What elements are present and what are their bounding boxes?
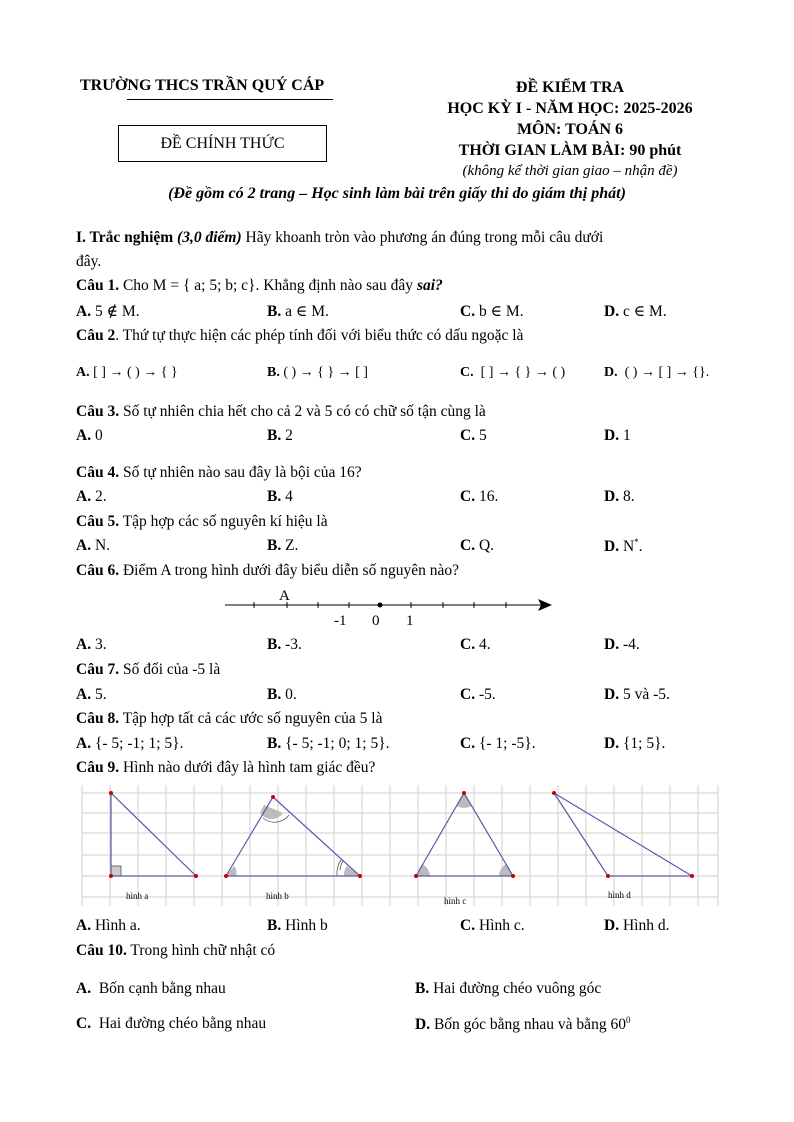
exam-subject: MÔN: TOÁN 6 — [516, 121, 624, 138]
section-points: (3,0 điểm) — [177, 229, 242, 246]
triangle-a — [109, 791, 198, 878]
question-text: . Thứ tự thực hiện các phép tính đối với biểu thức có dấu ngoặc là — [115, 327, 524, 344]
figure-label-a: hình a — [126, 891, 149, 901]
question-label: Câu 7. — [76, 661, 120, 678]
option-b[interactable]: B. 4 — [267, 488, 293, 505]
option-d[interactable]: D. {1; 5}. — [604, 735, 666, 752]
option-c[interactable]: C. [ ] → { } → ( ) — [460, 365, 566, 380]
option-a[interactable]: A. {- 5; -1; 1; 5}. — [76, 735, 184, 752]
option-b[interactable]: B. -3. — [267, 636, 302, 653]
option-d[interactable]: D. -4. — [604, 636, 640, 653]
question-text: Cho M = { a; 5; b; c}. Khẳng định nào sau đây — [122, 277, 414, 294]
question-label: Câu 3. — [76, 403, 120, 420]
option-a[interactable]: A. N. — [76, 537, 111, 554]
tick-label-0: 0 — [372, 613, 380, 629]
question-text: Số tự nhiên chia hết cho cả 2 và 5 có có chữ số tận cùng là — [122, 403, 486, 420]
option-a[interactable]: A. 3. — [76, 636, 107, 653]
option-d[interactable]: D. 5 và -5. — [604, 686, 670, 703]
question-text: Điểm A trong hình dưới đây biểu diễn số nguyên nào? — [122, 562, 459, 579]
question-text: Số đối của -5 là — [122, 661, 221, 678]
option-d[interactable]: D. c ∈ M. — [604, 303, 667, 320]
question-text: Trong hình chữ nhật có — [126, 942, 276, 959]
option-d[interactable]: D. 1 — [604, 427, 631, 444]
option-b[interactable]: B. Z. — [267, 537, 299, 554]
option-c[interactable]: C. Hai đường chéo bằng nhau — [76, 1015, 267, 1032]
triangle-c — [414, 791, 515, 878]
question-label: Câu 8. — [76, 710, 120, 727]
option-a[interactable]: A. Bốn cạnh bằng nhau — [76, 980, 226, 997]
tick-label-1: 1 — [406, 613, 414, 629]
triangle-b — [224, 795, 362, 878]
option-d[interactable]: D. Hình d. — [604, 917, 670, 934]
option-b[interactable]: B. ( ) → { } → [ ] — [267, 365, 368, 380]
tick-label-neg1: -1 — [334, 613, 347, 629]
exam-time: THỜI GIAN LÀM BÀI: 90 phút — [458, 142, 682, 159]
figure-label-c: hình c — [444, 896, 467, 906]
question-label: Câu 1. — [76, 277, 120, 294]
question-label: Câu 5. — [76, 513, 120, 530]
question-label: Câu 4. — [76, 464, 120, 481]
exam-time-note: (không kể thời gian giao – nhận đề) — [462, 163, 678, 179]
figure-label-d: hình d — [608, 890, 631, 900]
options-row-10b — [0, 1015, 794, 1035]
option-b[interactable]: B. Hai đường chéo vuông góc — [415, 980, 602, 997]
question-text: Hình nào dưới đây là hình tam giác đều? — [122, 759, 376, 776]
option-b[interactable]: B. 2 — [267, 427, 293, 444]
option-d[interactable]: D. ( ) → [ ] → {}. — [604, 365, 710, 380]
point-a-label: A — [279, 588, 290, 604]
option-a[interactable]: A. [ ] → ( ) → { } — [76, 365, 178, 380]
option-c[interactable]: C. {- 1; -5}. — [460, 735, 536, 752]
question-label: Câu 2 — [76, 327, 116, 344]
option-c[interactable]: C. Q. — [460, 537, 495, 554]
option-c[interactable]: C. -5. — [460, 686, 496, 703]
options-row-9 — [0, 917, 794, 937]
school-name: TRƯỜNG THCS TRẦN QUÝ CÁP — [80, 77, 325, 94]
option-b[interactable]: B. {- 5; -1; 0; 1; 5}. — [267, 735, 390, 752]
question-text: Số tự nhiên nào sau đây là bội của 16? — [122, 464, 362, 481]
exam-title: ĐỀ KIỂM TRA — [515, 79, 625, 96]
section-instruction: Hãy khoanh tròn vào phương án đúng trong mỗi câu dưới — [245, 229, 604, 246]
option-c[interactable]: C. Hình c. — [460, 917, 525, 934]
question-label: Câu 9. — [76, 759, 120, 776]
option-c[interactable]: C. 16. — [460, 488, 499, 505]
question-emphasis: sai? — [416, 277, 443, 294]
option-d[interactable]: D. 8. — [604, 488, 635, 505]
option-b[interactable]: B. Hình b — [267, 917, 328, 934]
option-c[interactable]: C. b ∈ M. — [460, 303, 524, 320]
pages-note: (Đề gồm có 2 trang – Học sinh làm bài trên giấy thi do giám thị phát) — [168, 185, 626, 202]
triangle-d — [552, 791, 694, 878]
question-text: Tập hợp tất cả các ước số nguyên của 5 là — [122, 710, 383, 727]
option-b[interactable]: B. 0. — [267, 686, 297, 703]
question-10 — [76, 942, 275, 960]
option-c[interactable]: C. 5 — [460, 427, 487, 444]
question-label: Câu 6. — [76, 562, 120, 579]
figure-label-b: hình b — [266, 891, 289, 901]
option-a[interactable]: A. 0 — [76, 427, 103, 444]
option-a[interactable]: A. 5. — [76, 686, 107, 703]
section-title: I. Trắc nghiệm — [76, 229, 174, 246]
question-label: Câu 10. — [76, 942, 127, 959]
option-a[interactable]: A. 5 ∉ M. — [76, 303, 140, 320]
option-a[interactable]: A. Hình a. — [76, 917, 141, 934]
option-d[interactable]: D. N*. — [604, 537, 643, 556]
option-b[interactable]: B. a ∈ M. — [267, 303, 329, 320]
option-a[interactable]: A. 2. — [76, 488, 107, 505]
section-instruction-cont: đây. — [76, 253, 102, 270]
options-row-10a — [0, 980, 794, 1000]
option-c[interactable]: C. 4. — [460, 636, 491, 653]
question-text: Tập hợp các số nguyên kí hiệu là — [122, 513, 328, 530]
official-label: ĐỀ CHÍNH THỨC — [160, 134, 285, 152]
option-d[interactable]: D. Bốn góc bằng nhau và bằng $60^0$ — [415, 1015, 631, 1034]
exam-term: HỌC KỲ I - NĂM HỌC: 2025-2026 — [447, 100, 693, 117]
grid-lines — [82, 785, 718, 906]
